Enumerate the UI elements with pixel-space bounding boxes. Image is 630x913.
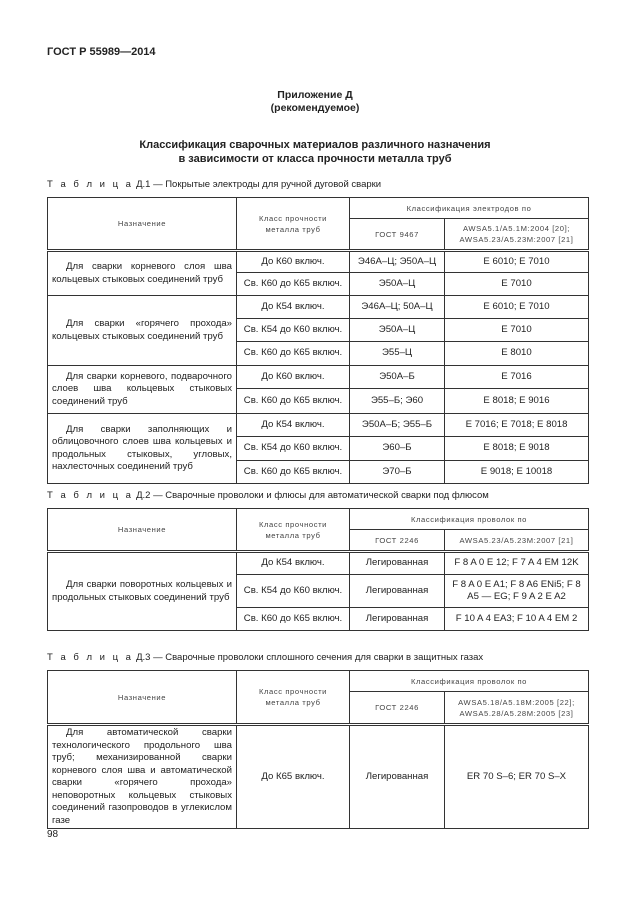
caption-text: — Покрытые электроды для ручной дуговой сварки bbox=[150, 179, 382, 190]
aws-cell: E 8010 bbox=[445, 342, 589, 366]
gost-cell: Э50А–Б; Э55–Б bbox=[350, 414, 445, 437]
aws-cell: E 9018; E 10018 bbox=[445, 461, 589, 484]
caption-number: Д.3 bbox=[136, 652, 151, 663]
purpose-cell: Для сварки корневого слоя шва кольцевых стыковых соединений труб bbox=[48, 251, 237, 296]
table-caption bbox=[47, 490, 489, 501]
header-strength-class: Класс прочности металла труб bbox=[237, 509, 350, 552]
header-standard-gost: ГОСТ 2246 bbox=[350, 530, 445, 552]
header-standard-aws: AWSA5.18/A5.18M:2005 [22]; AWSA5.28/A5.28M:2005 [23] bbox=[445, 692, 589, 725]
purpose-cell: Для сварки «горячего прохода» кольцевых стыковых соединений труб bbox=[48, 296, 237, 366]
caption-label: Т а б л и ц а bbox=[47, 179, 134, 190]
header-purpose: Назначение bbox=[48, 671, 237, 725]
table-d1 bbox=[47, 197, 589, 484]
strength-class-cell: Св. К60 до К65 включ. bbox=[237, 273, 350, 296]
document-code: ГОСТ Р 55989—2014 bbox=[47, 46, 156, 58]
aws-cell: E 6010; E 7010 bbox=[445, 251, 589, 273]
header-row bbox=[48, 198, 589, 219]
strength-class-cell: До К54 включ. bbox=[237, 414, 350, 437]
header-strength-class: Класс прочности металла труб bbox=[237, 671, 350, 725]
aws-cell: E 7016; E 7018; E 8018 bbox=[445, 414, 589, 437]
aws-cell: ER 70 S–6; ER 70 S–X bbox=[445, 725, 589, 829]
gost-cell: Э55–Ц bbox=[350, 342, 445, 366]
strength-class-cell: До К60 включ. bbox=[237, 251, 350, 273]
aws-cell: F 10 A 4 EA3; F 10 A 4 EM 2 bbox=[445, 608, 589, 631]
caption-text: — Сварочные проволоки сплошного сечения для сварки в защитных газах bbox=[150, 652, 484, 663]
strength-class-cell: Св. К54 до К60 включ. bbox=[237, 319, 350, 342]
header-classification: Классификация проволок по bbox=[350, 509, 589, 530]
table-d2 bbox=[47, 508, 589, 631]
aws-cell: E 6010; E 7010 bbox=[445, 296, 589, 319]
header-standard-aws: AWSA5.23/A5.23M:2007 [21] bbox=[445, 530, 589, 552]
header-row bbox=[48, 671, 589, 692]
gost-cell: Э60–Б bbox=[350, 437, 445, 461]
header-strength-class: Класс прочности металла труб bbox=[237, 198, 350, 251]
gost-cell: Э50А–Ц bbox=[350, 273, 445, 296]
table-caption bbox=[47, 652, 483, 663]
gost-cell: Легированная bbox=[350, 575, 445, 608]
aws-cell: E 8018; E 9018 bbox=[445, 437, 589, 461]
caption-number: Д.2 bbox=[136, 490, 151, 501]
header-standard-aws: AWSA5.1/A5.1M:2004 [20]; AWSA5.23/A5.23M:2007 [21] bbox=[445, 219, 589, 251]
gost-cell: Э50А–Ц bbox=[350, 319, 445, 342]
aws-cell: E 7016 bbox=[445, 366, 589, 389]
aws-cell: F 8 A 0 E 12; F 7 A 4 EM 12K bbox=[445, 552, 589, 575]
table-caption bbox=[47, 179, 381, 190]
strength-class-cell: До К54 включ. bbox=[237, 552, 350, 575]
gost-cell: Легированная bbox=[350, 725, 445, 829]
aws-cell: E 8018; E 9016 bbox=[445, 389, 589, 414]
gost-cell: Э46А–Ц; Э50А–Ц bbox=[350, 251, 445, 273]
purpose-cell: Для автоматической сварки технологического продольного шва труб; механизированной сварки корневого слоя шва и автоматической сварки «горячего прохода» неповоротных кольцевых стыковых соединений газопроводов в углекислом газе bbox=[48, 725, 237, 829]
section-heading bbox=[0, 138, 630, 166]
appendix-status: (рекомендуемое) bbox=[270, 102, 360, 114]
table-row bbox=[48, 366, 589, 389]
strength-class-cell: Св. К60 до К65 включ. bbox=[237, 342, 350, 366]
strength-class-cell: Св. К60 до К65 включ. bbox=[237, 389, 350, 414]
table-row bbox=[48, 414, 589, 437]
gost-cell: Э55–Б; Э60 bbox=[350, 389, 445, 414]
header-classification: Классификация электродов по bbox=[350, 198, 589, 219]
strength-class-cell: Св. К54 до К60 включ. bbox=[237, 437, 350, 461]
appendix-name: Приложение Д bbox=[277, 89, 353, 101]
purpose-cell: Для сварки поворотных кольцевых и продольных стыковых соединений труб bbox=[48, 552, 237, 631]
heading-line: Классификация сварочных материалов различного назначения bbox=[139, 139, 491, 151]
strength-class-cell: Св. К60 до К65 включ. bbox=[237, 461, 350, 484]
heading-line: в зависимости от класса прочности металла труб bbox=[178, 153, 452, 165]
strength-class-cell: До К65 включ. bbox=[237, 725, 350, 829]
strength-class-cell: Св. К54 до К60 включ. bbox=[237, 575, 350, 608]
aws-cell: E 7010 bbox=[445, 319, 589, 342]
table-row bbox=[48, 552, 589, 575]
caption-label: Т а б л и ц а bbox=[47, 490, 134, 501]
header-standard-gost: ГОСТ 9467 bbox=[350, 219, 445, 251]
strength-class-cell: До К60 включ. bbox=[237, 366, 350, 389]
page-number: 98 bbox=[47, 829, 59, 840]
header-purpose: Назначение bbox=[48, 198, 237, 251]
header-standard-gost: ГОСТ 2246 bbox=[350, 692, 445, 725]
header-classification: Классификация проволок по bbox=[350, 671, 589, 692]
caption-label: Т а б л и ц а bbox=[47, 652, 134, 663]
strength-class-cell: До К54 включ. bbox=[237, 296, 350, 319]
caption-text: — Сварочные проволоки и флюсы для автоматической сварки под флюсом bbox=[150, 490, 489, 501]
strength-class-cell: Св. К60 до К65 включ. bbox=[237, 608, 350, 631]
appendix-title bbox=[0, 89, 630, 115]
purpose-cell: Для сварки корневого, подварочного слоев шва кольцевых стыковых соединений труб bbox=[48, 366, 237, 414]
gost-cell: Э70–Б bbox=[350, 461, 445, 484]
purpose-cell: Для сварки заполняющих и облицовочного слоев шва кольцевых и продольных стыковых, угловых, нахлесточных соединений труб bbox=[48, 414, 237, 484]
aws-cell: F 8 A 0 E A1; F 8 A6 ENi5; F 8 A5 — EG; F 9 A 2 E A2 bbox=[445, 575, 589, 608]
table-d3 bbox=[47, 670, 589, 829]
header-row bbox=[48, 509, 589, 530]
gost-cell: Э46А–Ц; 50А–Ц bbox=[350, 296, 445, 319]
gost-cell: Легированная bbox=[350, 608, 445, 631]
gost-cell: Э50А–Б bbox=[350, 366, 445, 389]
table-row bbox=[48, 296, 589, 319]
gost-cell: Легированная bbox=[350, 552, 445, 575]
header-purpose: Назначение bbox=[48, 509, 237, 552]
table-row bbox=[48, 725, 589, 829]
caption-number: Д.1 bbox=[136, 179, 151, 190]
table-row bbox=[48, 251, 589, 273]
aws-cell: E 7010 bbox=[445, 273, 589, 296]
